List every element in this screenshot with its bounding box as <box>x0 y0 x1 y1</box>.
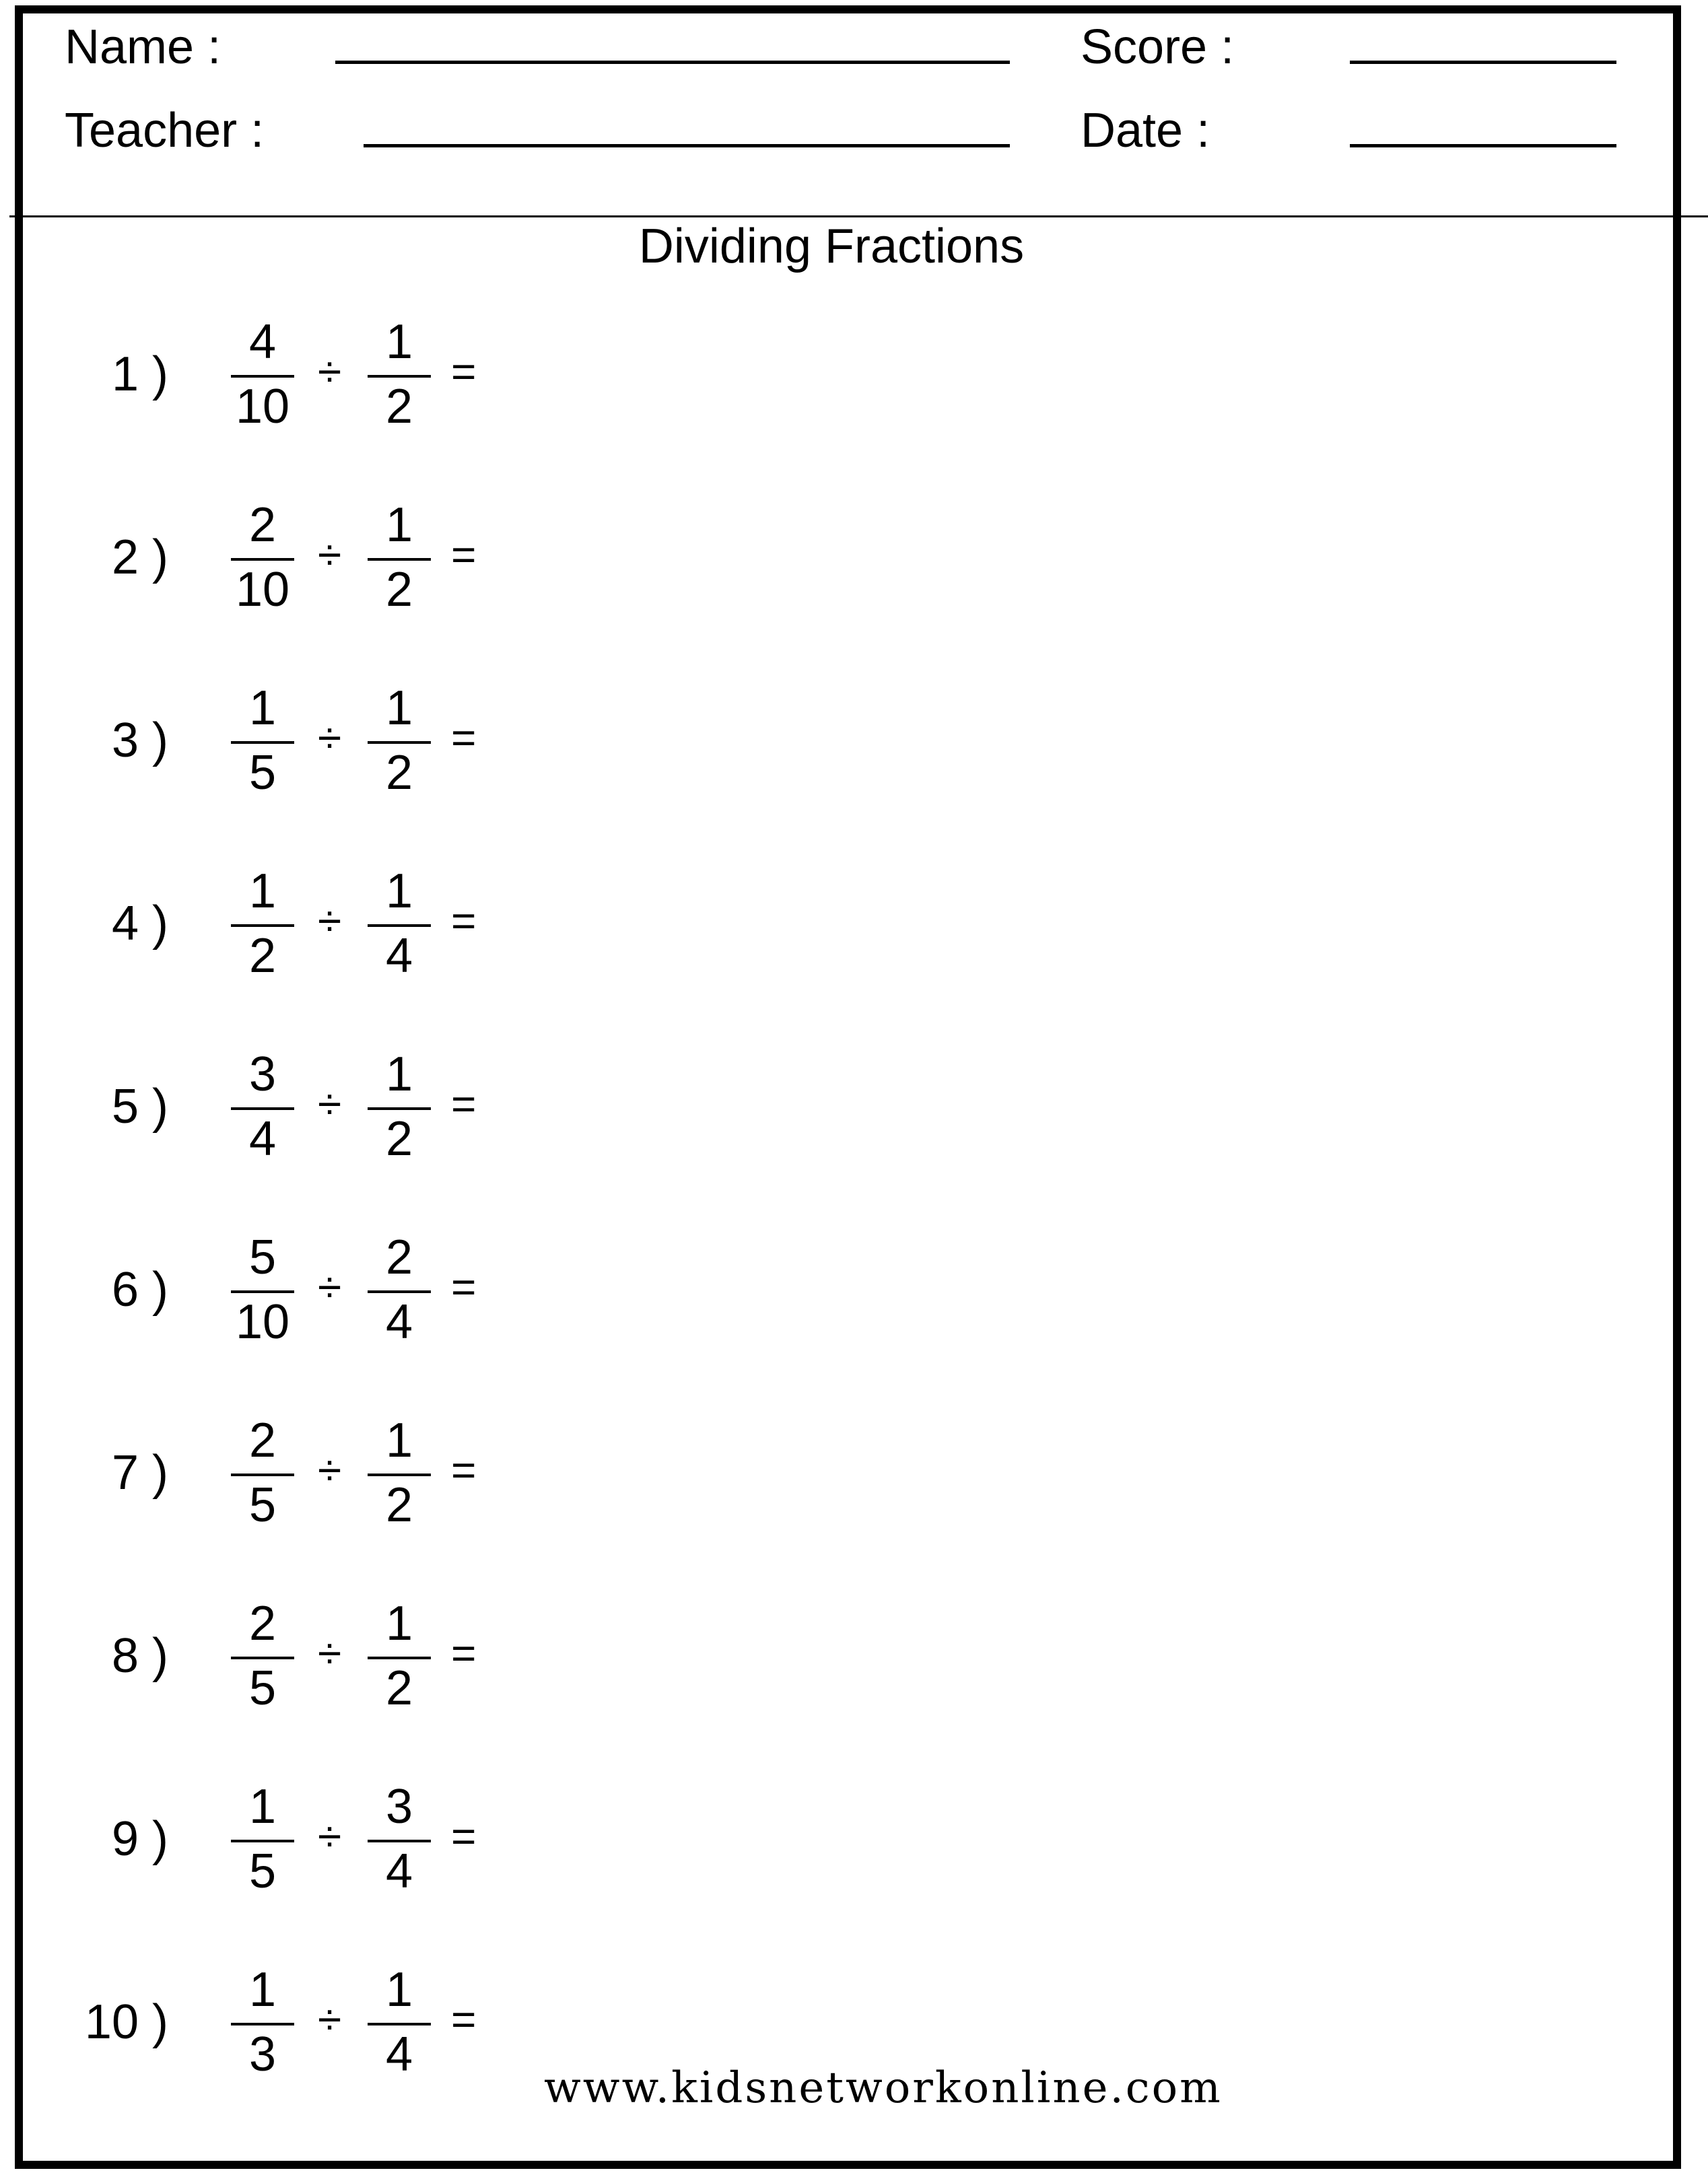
dividend-fraction <box>231 1776 294 1904</box>
problem-2 <box>0 494 606 629</box>
divide-sign: ÷ <box>318 1629 342 1677</box>
problem-number: 8 ) <box>111 1629 168 1683</box>
date-label: Date : <box>1081 104 1210 158</box>
divide-sign: ÷ <box>318 1446 342 1494</box>
denominator: 5 <box>248 1478 277 1532</box>
numerator: 3 <box>385 1780 413 1834</box>
numerator: 4 <box>248 315 277 369</box>
problem-5 <box>0 1043 606 1178</box>
divisor-fraction <box>368 494 431 622</box>
problem-number: 2 ) <box>111 530 168 584</box>
fraction-bar <box>368 375 431 378</box>
footer-url: www.kidsnetworkonline.com <box>544 2063 1223 2113</box>
dividend-fraction <box>231 494 294 622</box>
equals-sign: = <box>451 714 477 762</box>
problem-10 <box>0 1959 606 2093</box>
divide-sign: ÷ <box>318 897 342 945</box>
divisor-fraction <box>368 1959 431 2087</box>
numerator: 1 <box>248 681 277 735</box>
equals-sign: = <box>451 897 477 945</box>
divisor-fraction <box>368 311 431 439</box>
problem-8 <box>0 1593 606 1727</box>
dividend-fraction <box>231 1959 294 2087</box>
fraction-bar <box>231 1474 294 1476</box>
problem-number: 4 ) <box>111 897 168 950</box>
denominator: 2 <box>385 1112 413 1166</box>
denominator: 2 <box>385 563 413 617</box>
denominator: 2 <box>385 1661 413 1715</box>
divide-sign: ÷ <box>318 530 342 579</box>
dividend-fraction <box>231 1593 294 1721</box>
denominator: 10 <box>235 563 290 617</box>
fraction-bar <box>231 924 294 927</box>
numerator: 1 <box>385 315 413 369</box>
dividend-fraction <box>231 860 294 988</box>
name-field-line[interactable] <box>335 61 1010 64</box>
fraction-bar <box>231 2023 294 2025</box>
denominator: 4 <box>385 1295 413 1349</box>
denominator: 5 <box>248 1661 277 1715</box>
divisor-fraction <box>368 1593 431 1721</box>
numerator: 1 <box>385 1597 413 1651</box>
divisor-fraction <box>368 1410 431 1537</box>
teacher-field-line[interactable] <box>364 144 1010 147</box>
problem-number: 6 ) <box>111 1263 168 1317</box>
equals-sign: = <box>451 1629 477 1677</box>
problem-3 <box>0 677 606 812</box>
divisor-fraction <box>368 677 431 805</box>
denominator: 3 <box>248 2028 277 2081</box>
equals-sign: = <box>451 1263 477 1311</box>
name-label: Name : <box>65 20 221 74</box>
problem-6 <box>0 1226 606 1361</box>
fraction-bar <box>368 1474 431 1476</box>
fraction-bar <box>368 2023 431 2025</box>
numerator: 1 <box>248 1780 277 1834</box>
divisor-fraction <box>368 1776 431 1904</box>
fraction-bar <box>231 1657 294 1659</box>
numerator: 2 <box>385 1231 413 1284</box>
divide-sign: ÷ <box>318 714 342 762</box>
denominator: 2 <box>385 746 413 800</box>
numerator: 2 <box>248 1414 277 1467</box>
fraction-bar <box>368 741 431 744</box>
denominator: 4 <box>385 929 413 983</box>
equals-sign: = <box>451 1812 477 1861</box>
denominator: 2 <box>385 1478 413 1532</box>
denominator: 4 <box>248 1112 277 1166</box>
fraction-bar <box>368 1657 431 1659</box>
denominator: 5 <box>248 1844 277 1898</box>
divide-sign: ÷ <box>318 1995 342 2044</box>
problem-9 <box>0 1776 606 1910</box>
problem-4 <box>0 860 606 995</box>
numerator: 1 <box>248 1963 277 2017</box>
equals-sign: = <box>451 1446 477 1494</box>
worksheet-title: Dividing Fractions <box>638 219 1025 273</box>
problem-1 <box>0 311 606 446</box>
numerator: 5 <box>248 1231 277 1284</box>
equals-sign: = <box>451 530 477 579</box>
dividend-fraction <box>231 1043 294 1171</box>
numerator: 2 <box>248 1597 277 1651</box>
problem-number: 1 ) <box>111 347 168 401</box>
fraction-bar <box>368 1840 431 1842</box>
fraction-bar <box>368 1107 431 1110</box>
numerator: 1 <box>385 498 413 552</box>
problem-number: 5 ) <box>111 1080 168 1134</box>
numerator: 1 <box>385 681 413 735</box>
dividend-fraction <box>231 1410 294 1537</box>
problem-number: 10 ) <box>84 1995 168 2049</box>
fraction-bar <box>231 1840 294 1842</box>
fraction-bar <box>231 1290 294 1293</box>
dividend-fraction <box>231 1226 294 1354</box>
divide-sign: ÷ <box>318 1812 342 1861</box>
fraction-bar <box>368 1290 431 1293</box>
fraction-bar <box>368 924 431 927</box>
numerator: 1 <box>248 864 277 918</box>
divide-sign: ÷ <box>318 1263 342 1311</box>
numerator: 3 <box>248 1047 277 1101</box>
denominator: 2 <box>248 929 277 983</box>
score-label: Score : <box>1081 20 1235 74</box>
numerator: 1 <box>385 864 413 918</box>
header-divider <box>9 215 1708 217</box>
fraction-bar <box>231 741 294 744</box>
divisor-fraction <box>368 1226 431 1354</box>
problem-number: 7 ) <box>111 1446 168 1500</box>
problem-7 <box>0 1410 606 1544</box>
fraction-bar <box>231 375 294 378</box>
fraction-bar <box>368 558 431 561</box>
equals-sign: = <box>451 1080 477 1128</box>
denominator: 10 <box>235 1295 290 1349</box>
denominator: 4 <box>385 2028 413 2081</box>
denominator: 10 <box>235 380 290 434</box>
problem-number: 3 ) <box>111 714 168 767</box>
fraction-bar <box>231 558 294 561</box>
date-field-line[interactable] <box>1350 144 1616 147</box>
numerator: 1 <box>385 1414 413 1467</box>
dividend-fraction <box>231 677 294 805</box>
divide-sign: ÷ <box>318 347 342 396</box>
problem-number: 9 ) <box>111 1812 168 1866</box>
numerator: 1 <box>385 1963 413 2017</box>
divisor-fraction <box>368 860 431 988</box>
denominator: 2 <box>385 380 413 434</box>
equals-sign: = <box>451 1995 477 2044</box>
dividend-fraction <box>231 311 294 439</box>
numerator: 1 <box>385 1047 413 1101</box>
divide-sign: ÷ <box>318 1080 342 1128</box>
teacher-label: Teacher : <box>65 104 265 158</box>
fraction-bar <box>231 1107 294 1110</box>
divisor-fraction <box>368 1043 431 1171</box>
numerator: 2 <box>248 498 277 552</box>
equals-sign: = <box>451 347 477 396</box>
denominator: 4 <box>385 1844 413 1898</box>
score-field-line[interactable] <box>1350 61 1616 64</box>
denominator: 5 <box>248 746 277 800</box>
